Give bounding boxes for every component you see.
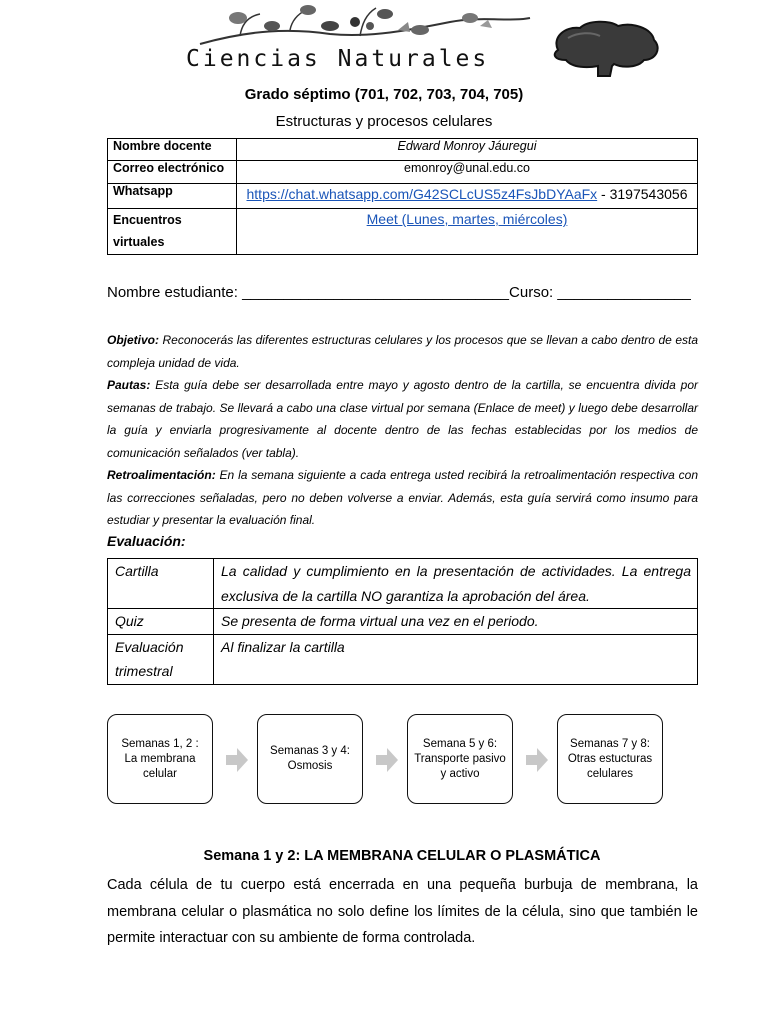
flow-arrow-icon xyxy=(376,748,398,772)
email-label: Correo electrónico xyxy=(108,161,237,184)
banner-title: Ciencias Naturales xyxy=(186,46,490,72)
evaluation-value: Al finalizar la cartilla xyxy=(214,634,698,684)
retro-label: Retroalimentación: xyxy=(107,468,216,482)
retro-text: En la semana siguiente a cada entrega usted recibirá la retroalimentación respectiva con las correcciones señaladas, pero no deben volverse a enviar. Además, esta guía servirá como insumo para estudiar y presentar la evaluación final. xyxy=(107,468,698,527)
evaluation-row xyxy=(108,634,698,684)
flow-box-week-5-6: Semana 5 y 6: Transporte pasivo y activo xyxy=(407,714,513,804)
header-banner xyxy=(180,0,540,80)
section-body: Cada célula de tu cuerpo está encerrada en una pequeña burbuja de membrana, la membrana celular o plasmática no solo define los límites de la célula, sino que también le permite interactuar con su ambiente de forma controlada. xyxy=(107,877,698,946)
grade-heading: Grado séptimo (701, 702, 703, 704, 705) xyxy=(244,86,524,103)
evaluation-key: Cartilla xyxy=(108,559,214,609)
email-value[interactable]: emonroy@unal.edu.co xyxy=(237,161,698,184)
objetivo-label: Objetivo: xyxy=(107,333,160,347)
flow-box-week-7-8: Semanas 7 y 8: Otras estucturas celulares xyxy=(557,714,663,804)
meetings-label-line1: Encuentros xyxy=(113,213,182,227)
teacher-label: Nombre docente xyxy=(108,139,237,161)
teacher-value: Edward Monroy Jáuregui xyxy=(237,139,698,161)
pautas-label: Pautas: xyxy=(107,378,151,392)
retro-paragraph xyxy=(107,464,698,532)
pautas-text: Esta guía debe ser desarrollada entre mayo y agosto dentro de la cartilla, se encuentra divida por semanas de trabajo. Se llevará a cabo una clase virtual por semana (Enlace de meet) y luego debe desarrollar la guía y enviarla progresivamente al docente dentro de las fechas establecidas por los medios de comunicación señalados (ver tabla). xyxy=(107,378,698,460)
section-title: Semana 1 y 2: LA MEMBRANA CELULAR O PLASMÁTICA xyxy=(203,848,601,864)
flow-box-week-1-2: Semanas 1, 2 : La membrana celular xyxy=(107,714,213,804)
whatsapp-phone: - 3197543056 xyxy=(597,186,688,202)
meet-link[interactable]: Meet (Lunes, martes, miércoles) xyxy=(366,211,568,227)
meetings-label-line2: virtuales xyxy=(113,235,165,249)
evaluation-row xyxy=(108,559,698,609)
teacher-row xyxy=(108,139,698,161)
evaluation-key: Evaluación trimestral xyxy=(108,634,214,684)
pautas-paragraph xyxy=(107,374,698,464)
whatsapp-link[interactable]: https://chat.whatsapp.com/G42SCLcUS5z4FsJbDYAaFx xyxy=(246,186,598,202)
whatsapp-label: Whatsapp xyxy=(108,184,237,209)
objetivo-text: Reconocerás las diferentes estructuras celulares y los procesos que se llevan a cabo dentro de esta compleja unidad de vida. xyxy=(107,333,698,370)
evaluation-heading: Evaluación: xyxy=(107,533,186,549)
evaluation-row xyxy=(108,609,698,635)
whatsapp-row xyxy=(108,184,698,209)
flow-box-week-3-4: Semanas 3 y 4: Osmosis xyxy=(257,714,363,804)
evaluation-value: Se presenta de forma virtual una vez en el periodo. xyxy=(214,609,698,635)
evaluation-key: Quiz xyxy=(108,609,214,635)
topic-subheading: Estructuras y procesos celulares xyxy=(275,113,493,130)
vine-illustration xyxy=(180,0,540,50)
email-row xyxy=(108,161,698,184)
teacher-info-table xyxy=(107,138,698,255)
evaluation-table xyxy=(107,558,698,685)
evaluation-value: La calidad y cumplimiento en la presentación de actividades. La entrega exclusiva de la cartilla NO garantiza la aprobación del área. xyxy=(214,559,698,609)
tree-icon xyxy=(548,20,664,78)
meetings-row xyxy=(108,209,698,255)
objetivo-paragraph xyxy=(107,329,698,374)
student-name-line[interactable]: Nombre estudiante: ________________________________Curso: ________________ xyxy=(107,284,691,301)
flow-arrow-icon xyxy=(226,748,248,772)
flow-arrow-icon xyxy=(526,748,548,772)
